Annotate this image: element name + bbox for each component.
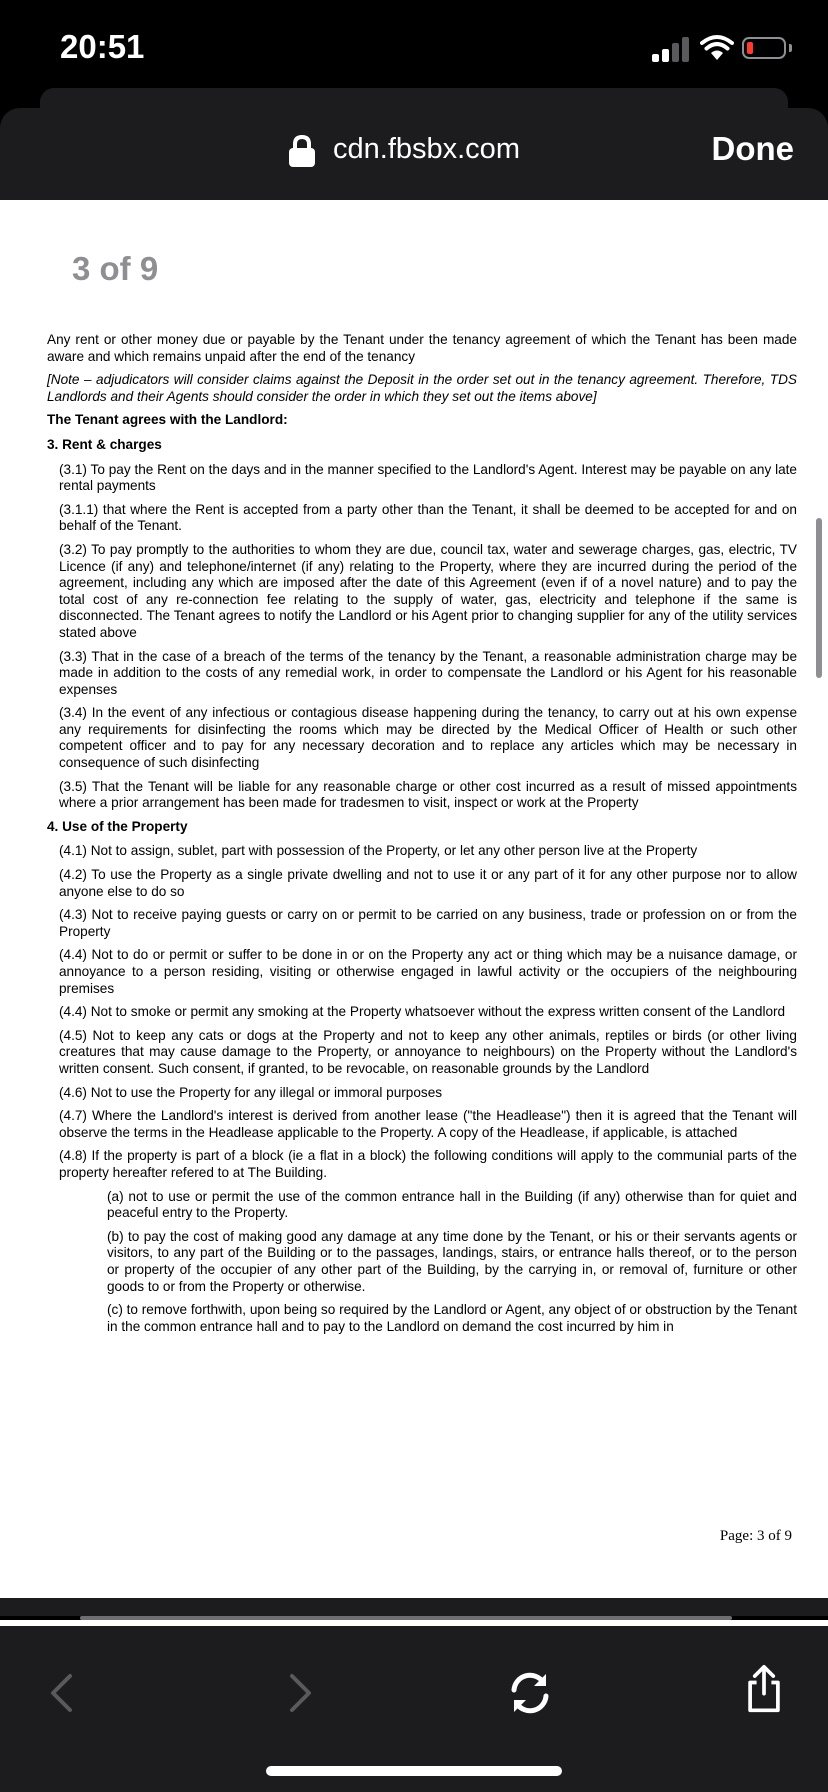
cellular-signal-icon [652,36,692,62]
home-indicator [266,1766,562,1776]
done-button[interactable]: Done [711,130,794,167]
status-bar [0,0,828,100]
wifi-icon [700,34,734,62]
document-viewport[interactable] [0,200,828,1598]
status-time: 20:51 [60,28,145,65]
document-paragraph: (3.5) That the Tenant will be liable for any reasonable charge or other cost incurred as a result of missed appointments where a prior arrangement has been made for tradesmen to visit, inspect or work at the Property [59,778,797,811]
share-icon[interactable] [739,1664,789,1714]
section-heading: 4. Use of the Property [47,818,188,834]
document-paragraph: (4.1) Not to assign, sublet, part with possession of the Property, or let any other person live at the Property [59,843,698,859]
chevron-right-icon[interactable] [274,1668,324,1718]
document-paragraph: (4.4) Not to smoke or permit any smoking at the Property whatsoever without the express written consent of the Landlord [59,1004,786,1020]
page-footer: Page: 3 of 9 [719,1528,792,1544]
scrollbar[interactable] [816,518,822,678]
document-paragraph: (3.1) To pay the Rent on the days and in the manner specified to the Landlord's Agent. Interest may be payable on any late rental payments [59,461,797,494]
document-paragraph: (b) to pay the cost of making good any damage at any time done by the Tenant, or his or their servants agents or visitors, to any part of the Building or to the passages, landings, stairs, or entrance halls thereof, or to the person or property of the occupier of any other part of the Building, by the carrying in, or removal of, furniture or other goods to or from the Property or otherwise. [107,1228,797,1294]
document-paragraph: Any rent or other money due or payable by the Tenant under the tenancy agreement of which the Tenant has been made aware and which remains unpaid after the end of the tenancy [47,332,797,364]
document-paragraph: (4.8) If the property is part of a block (ie a flat in a block) the following conditions will apply to the communial parts of the property hereafter refered to at The Building. [59,1148,797,1180]
section-heading: 3. Rent & charges [47,436,162,452]
document-paragraph: (a) not to use or permit the use of the common entrance hall in the Building (if any) otherwise than for quiet and peaceful entry to the Property. [107,1188,797,1221]
document-paragraph: (4.3) Not to receive paying guests or carry on or permit to be carried on any business, trade or profession on or from the Property [59,907,797,939]
battery-level-fill [747,42,753,54]
chevron-left-icon[interactable] [38,1668,88,1718]
document-paragraph: (c) to remove forthwith, upon being so required by the Landlord or Agent, any object of or obstruction by the Tenant in the common entrance hall and to pay to the Landlord on demand the cost incurred by him in [107,1302,797,1334]
document-paragraph: (3.4) In the event of any infectious or contagious disease happening during the tenancy, to carry out at his own expense any requirements for disinfecting the rooms which may be directed by the Medical Officer of Health or such other competent officer and to pay for any necessary decoration and to replace any articles which may be necessary in consequence of such disinfecting [59,705,797,771]
lock-icon [288,134,316,168]
document-paragraph: (4.4) Not to do or permit or suffer to be done in or on the Property any act or thing which may be a nuisance damage, or annoyance to a person residing, visiting or otherwise engaged in lawful activity or the occupiers of the neighbouring premises [59,947,797,996]
url-label[interactable]: cdn.fbsbx.com [333,133,520,165]
reload-icon[interactable] [505,1668,555,1718]
document-paragraph: (4.6) Not to use the Property for any illegal or immoral purposes [59,1084,443,1100]
document-paragraph: (4.2) To use the Property as a single private dwelling and not to use it or any part of it for any other purpose nor to allow anyone else to do so [59,867,797,899]
document-paragraph: [Note – adjudicators will consider claims against the Deposit in the order set out in the tenancy agreement. Therefore, TDS Landlords and their Agents should consider the order in which they set out the items above] [47,372,797,404]
battery-nub [789,44,792,52]
document-body [47,332,797,1342]
document-paragraph: (3.3) That in the case of a breach of the terms of the tenancy by the Tenant, a reasonable administration charge may be made in addition to the costs of any remedial work, in order to compensate the Landlord or his Agent for his reasonable expenses [59,648,797,697]
viewer-bottom-strip [0,1598,828,1616]
document-paragraph: (3.2) To pay promptly to the authorities to whom they are due, council tax, water and sewerage charges, gas, electric, TV Licence (if any) and telephone/internet (if any) relating to the Property, where they are incurred during the period of the agreement, including any which are imposed after the date of this Agreement (even if of a novel nature) and to pay the total cost of any re-connection fee relating to the supply of water, gas, electricity and telephone if the same is disconnected. The Tenant agrees to notify the Landlord or his Agent prior to changing supplier for any of the utility services stated above [59,541,797,640]
battery-icon [742,37,786,59]
document-paragraph: (3.1.1) that where the Rent is accepted from a party other than the Tenant, it shall be deemed to be accepted for and on behalf of the Tenant. [59,501,797,534]
document-paragraph: (4.5) Not to keep any cats or dogs at the Property and not to keep any other animals, reptiles or birds (or other living creatures that may cause damage to the Property, or annoyance to neighbours) on the Property without the Landlord's written consent. Such consent, if granted, to be revocable, on reasonable grounds by the Landlord [59,1027,797,1076]
page-indicator: 3 of 9 [72,250,159,287]
document-paragraph: (4.7) Where the Landlord's interest is derived from another lease ("the Headlease") then it is agreed that the Tenant will observe the terms in the Headlease applicable to the Property. A copy of the Headlease, if applicable, is attached [59,1108,797,1140]
section-heading: The Tenant agrees with the Landlord: [47,412,288,428]
